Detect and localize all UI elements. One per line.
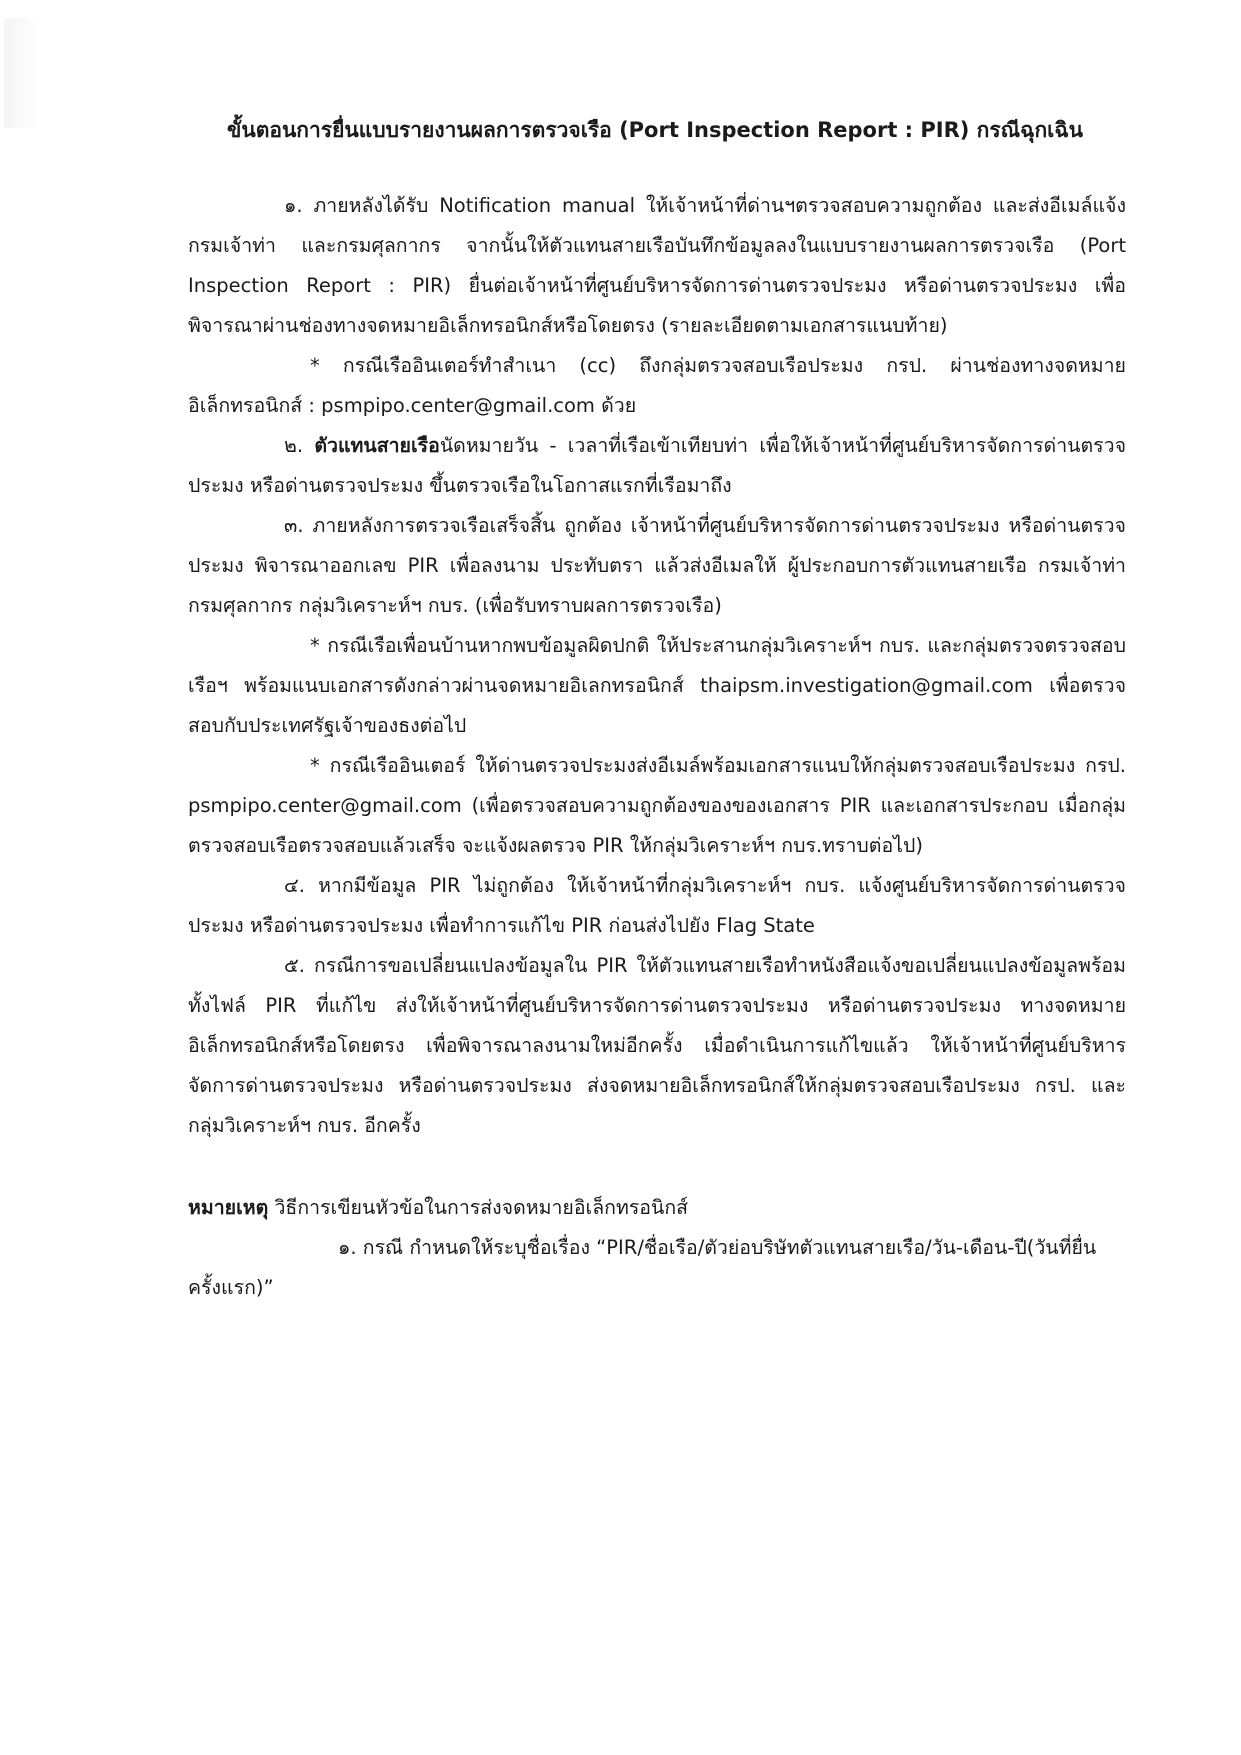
remark-label: หมายเหตุ (188, 1196, 269, 1219)
remark-heading (188, 1188, 1126, 1228)
remark-text: วิธีการเขียนหัวข้อในการส่งจดหมายอิเล็กทรอนิกส์ (268, 1196, 689, 1219)
document-title: ขั้นตอนการยื่นแบบรายงานผลการตรวจเรือ (Port Inspection Report : PIR) กรณีฉุกเฉิน (226, 118, 1084, 142)
step-3-note-neighbor: * กรณีเรือเพื่อนบ้านหากพบข้อมูลผิดปกติ ให้ประสานกลุ่มวิเคราะห์ฯ กบร. และกลุ่มตรวจตรวจสอบเรือฯ พร้อมแนบเอกสารดังกล่าวผ่านจดหมายอิเลกทรอนิกส์ thaipsm.investigation@gmail.com เพื่อตรวจสอบกับประเทศรัฐเจ้าของธงต่อไป (188, 634, 1126, 737)
step-5: ๕. กรณีการขอเปลี่ยนแปลงข้อมูลใน PIR ให้ตัวแทนสายเรือทำหนังสือแจ้งขอเปลี่ยนแปลงข้อมูลพร้อมทั้งไฟล์ PIR ที่แก้ไข ส่งให้เจ้าหน้าที่ศูนย์บริหารจัดการด่านตรวจประมง หรือด่านตรวจประมง ทางจดหมายอิเล็กทรอนิกส์หรือโดยตรง เพื่อพิจารณาลงนามใหม่อีกครั้ง เมื่อดำเนินการแก้ไขแล้ว ให้เจ้าหน้าที่ศูนย์บริหารจัดการด่านตรวจประมง หรือด่านตรวจประมง ส่งจดหมายอิเล็กทรอนิกส์ให้กลุ่มตรวจสอบเรือประมง กรป. และกลุ่มวิเคราะห์ฯ กบร. อีกครั้ง (188, 954, 1126, 1137)
step-2-text: นัดหมายวัน - เวลาที่เรือเข้าเทียบท่า เพื่อให้เจ้าหน้าที่ศูนย์บริหารจัดการด่านตรวจประมง หรือด่านตรวจประมง ขึ้นตรวจเรือในโอกาสแรกที่เรือมาถึง (188, 434, 1126, 497)
remark-item-1: ๑. กรณี กำหนดให้ระบุชื่อเรื่อง “PIR/ชื่อเรือ/ตัวย่อบริษัทตัวแทนสายเรือ/วัน-เดือน-ปี(วันที่ยื่นครั้งแรก)” (188, 1236, 1097, 1299)
step-3-note-inter: * กรณีเรืออินเตอร์ ให้ด่านตรวจประมงส่งอีเมล์พร้อมเอกสารแนบให้กลุ่มตรวจสอบเรือประมง กรป. psmpipo.center@gmail.com (เพื่อตรวจสอบความถูกต้องของของเอกสาร PIR และเอกสารประกอบ เมื่อกลุ่มตรวจสอบเรือตรวจสอบแล้วเสร็จ จะแจ้งผลตรวจ PIR ให้กลุ่มวิเคราะห์ฯ กบร.ทราบต่อไป) (188, 754, 1126, 857)
step-2-prefix: ๒. (284, 434, 315, 457)
step-3: ๓. ภายหลังการตรวจเรือเสร็จสิ้น ถูกต้อง เจ้าหน้าที่ศูนย์บริหารจัดการด่านตรวจประมง หรือด่านตรวจประมง พิจารณาออกเลข PIR เพื่อลงนาม ประทับตรา แล้วส่งอีเมลให้ ผู้ประกอบการตัวแทนสายเรือ กรมเจ้าท่า กรมศุลกากร กลุ่มวิเคราะห์ฯ กบร. (เพื่อรับทราบผลการตรวจเรือ) (188, 514, 1126, 617)
step-1-note: * กรณีเรืออินเตอร์ทำสำเนา (cc) ถึงกลุ่มตรวจสอบเรือประมง กรป. ผ่านช่องทางจดหมายอิเล็กทรอนิกส์ : psmpipo.center@gmail.com ด้วย (188, 354, 1126, 417)
scan-edge-mark (4, 18, 40, 128)
step-2 (188, 426, 1126, 506)
step-2-bold: ตัวแทนสายเรือ (314, 434, 440, 457)
document-body (188, 186, 1126, 1308)
step-4: ๔. หากมีข้อมูล PIR ไม่ถูกต้อง ให้เจ้าหน้าที่กลุ่มวิเคราะห์ฯ กบร. แจ้งศูนย์บริหารจัดการด่านตรวจประมง หรือด่านตรวจประมง เพื่อทำการแก้ไข PIR ก่อนส่งไปยัง Flag State (188, 874, 1126, 937)
remark-section (188, 1188, 1126, 1308)
step-1: ๑. ภายหลังได้รับ Notification manual ให้เจ้าหน้าที่ด่านฯตรวจสอบความถูกต้อง และส่งอีเมล์แจ้งกรมเจ้าท่า และกรมศุลกากร จากนั้นให้ตัวแทนสายเรือบันทึกข้อมูลลงในแบบรายงานผลการตรวจเรือ (Port Inspection Report : PIR) ยื่นต่อเจ้าหน้าที่ศูนย์บริหารจัดการด่านตรวจประมง หรือด่านตรวจประมง เพื่อพิจารณาผ่านช่องทางจดหมายอิเล็กทรอนิกส์หรือโดยตรง (รายละเอียดตามเอกสารแนบท้าย) (188, 194, 1126, 337)
